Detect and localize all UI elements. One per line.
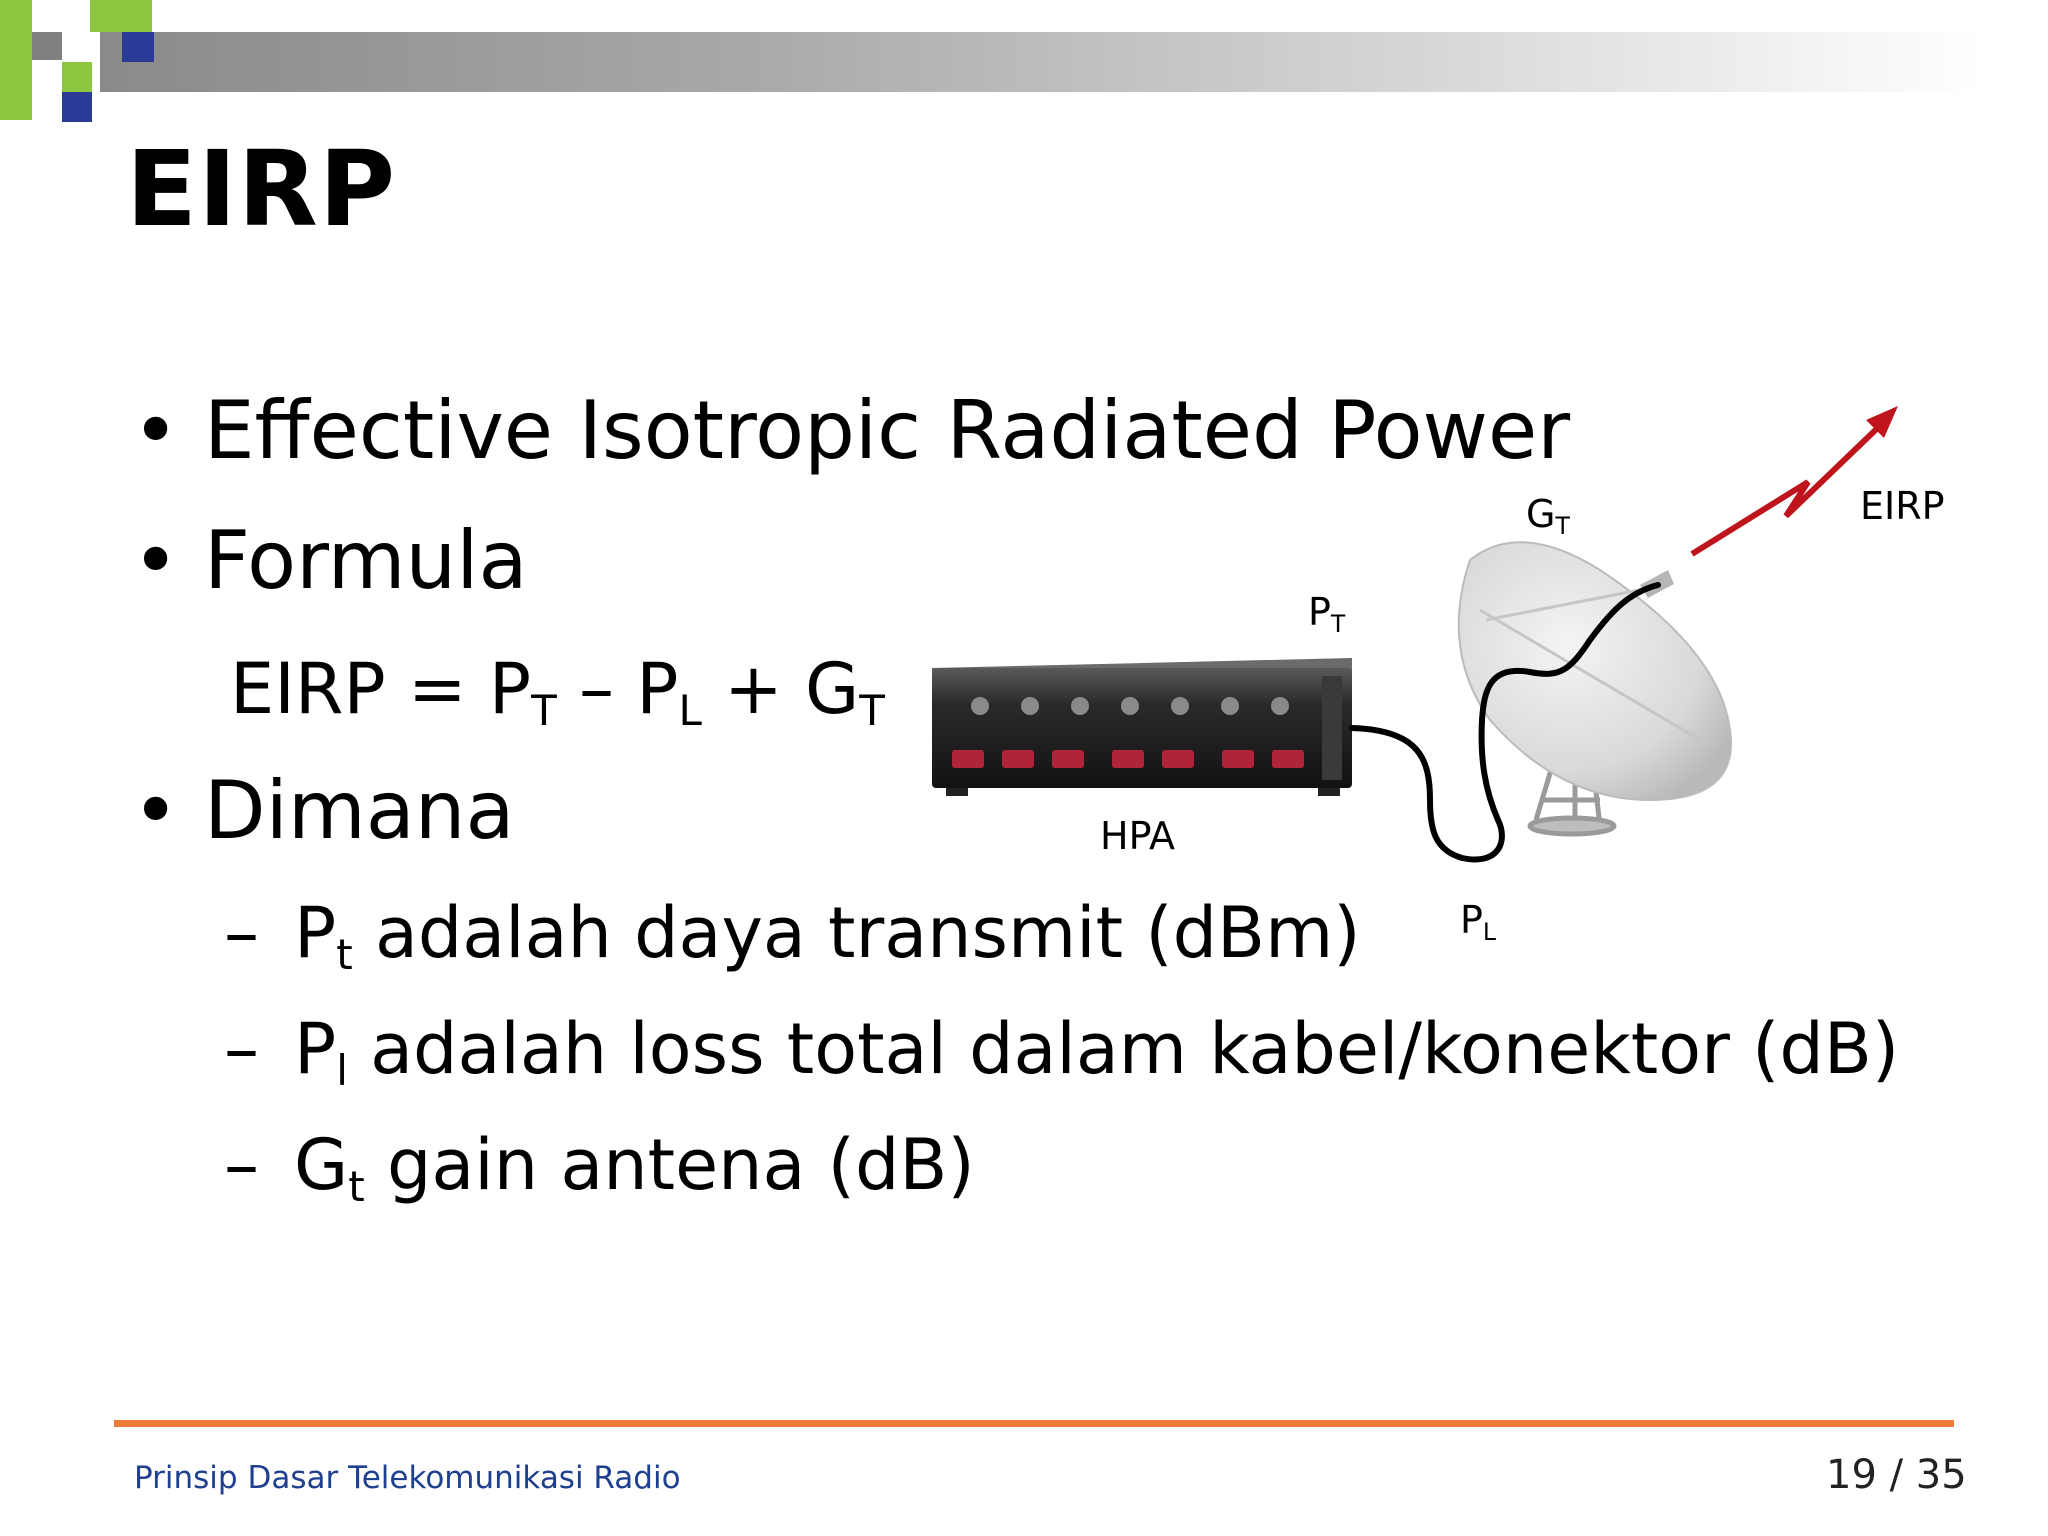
bullet-dot: •	[132, 384, 180, 477]
footer-course-title: Prinsip Dasar Telekomunikasi Radio	[134, 1460, 681, 1496]
label-pl: PL	[1460, 898, 1497, 947]
bullet-text: Dimana	[204, 764, 515, 857]
footer-divider	[114, 1420, 1954, 1427]
definition-pt: – Pt adalah daya transmit (dBm)	[224, 892, 1361, 979]
label-pt: PT	[1308, 590, 1346, 639]
bullet-dot: •	[132, 514, 180, 607]
hpa-amplifier-icon	[932, 658, 1352, 796]
page-number: 19 / 35	[1826, 1452, 1967, 1498]
definition-pl: – Pl adalah loss total dalam kabel/konektor (dB)	[224, 1008, 1900, 1095]
label-hpa: HPA	[1100, 814, 1176, 858]
bullet-text: Formula	[204, 514, 528, 607]
satellite-dish-icon	[1459, 542, 1731, 800]
label-gt: GT	[1526, 492, 1570, 541]
eirp-formula: EIRP = PT – PL + GT	[230, 648, 885, 735]
slide-title: EIRP	[126, 128, 397, 250]
label-eirp: EIRP	[1860, 484, 1945, 528]
bullet-dot: •	[132, 764, 180, 857]
eirp-radiation-arrow-icon	[1692, 406, 1898, 554]
bullet-text: Effective Isotropic Radiated Power	[204, 384, 1571, 477]
definition-gt: – Gt gain antena (dB)	[224, 1124, 975, 1211]
